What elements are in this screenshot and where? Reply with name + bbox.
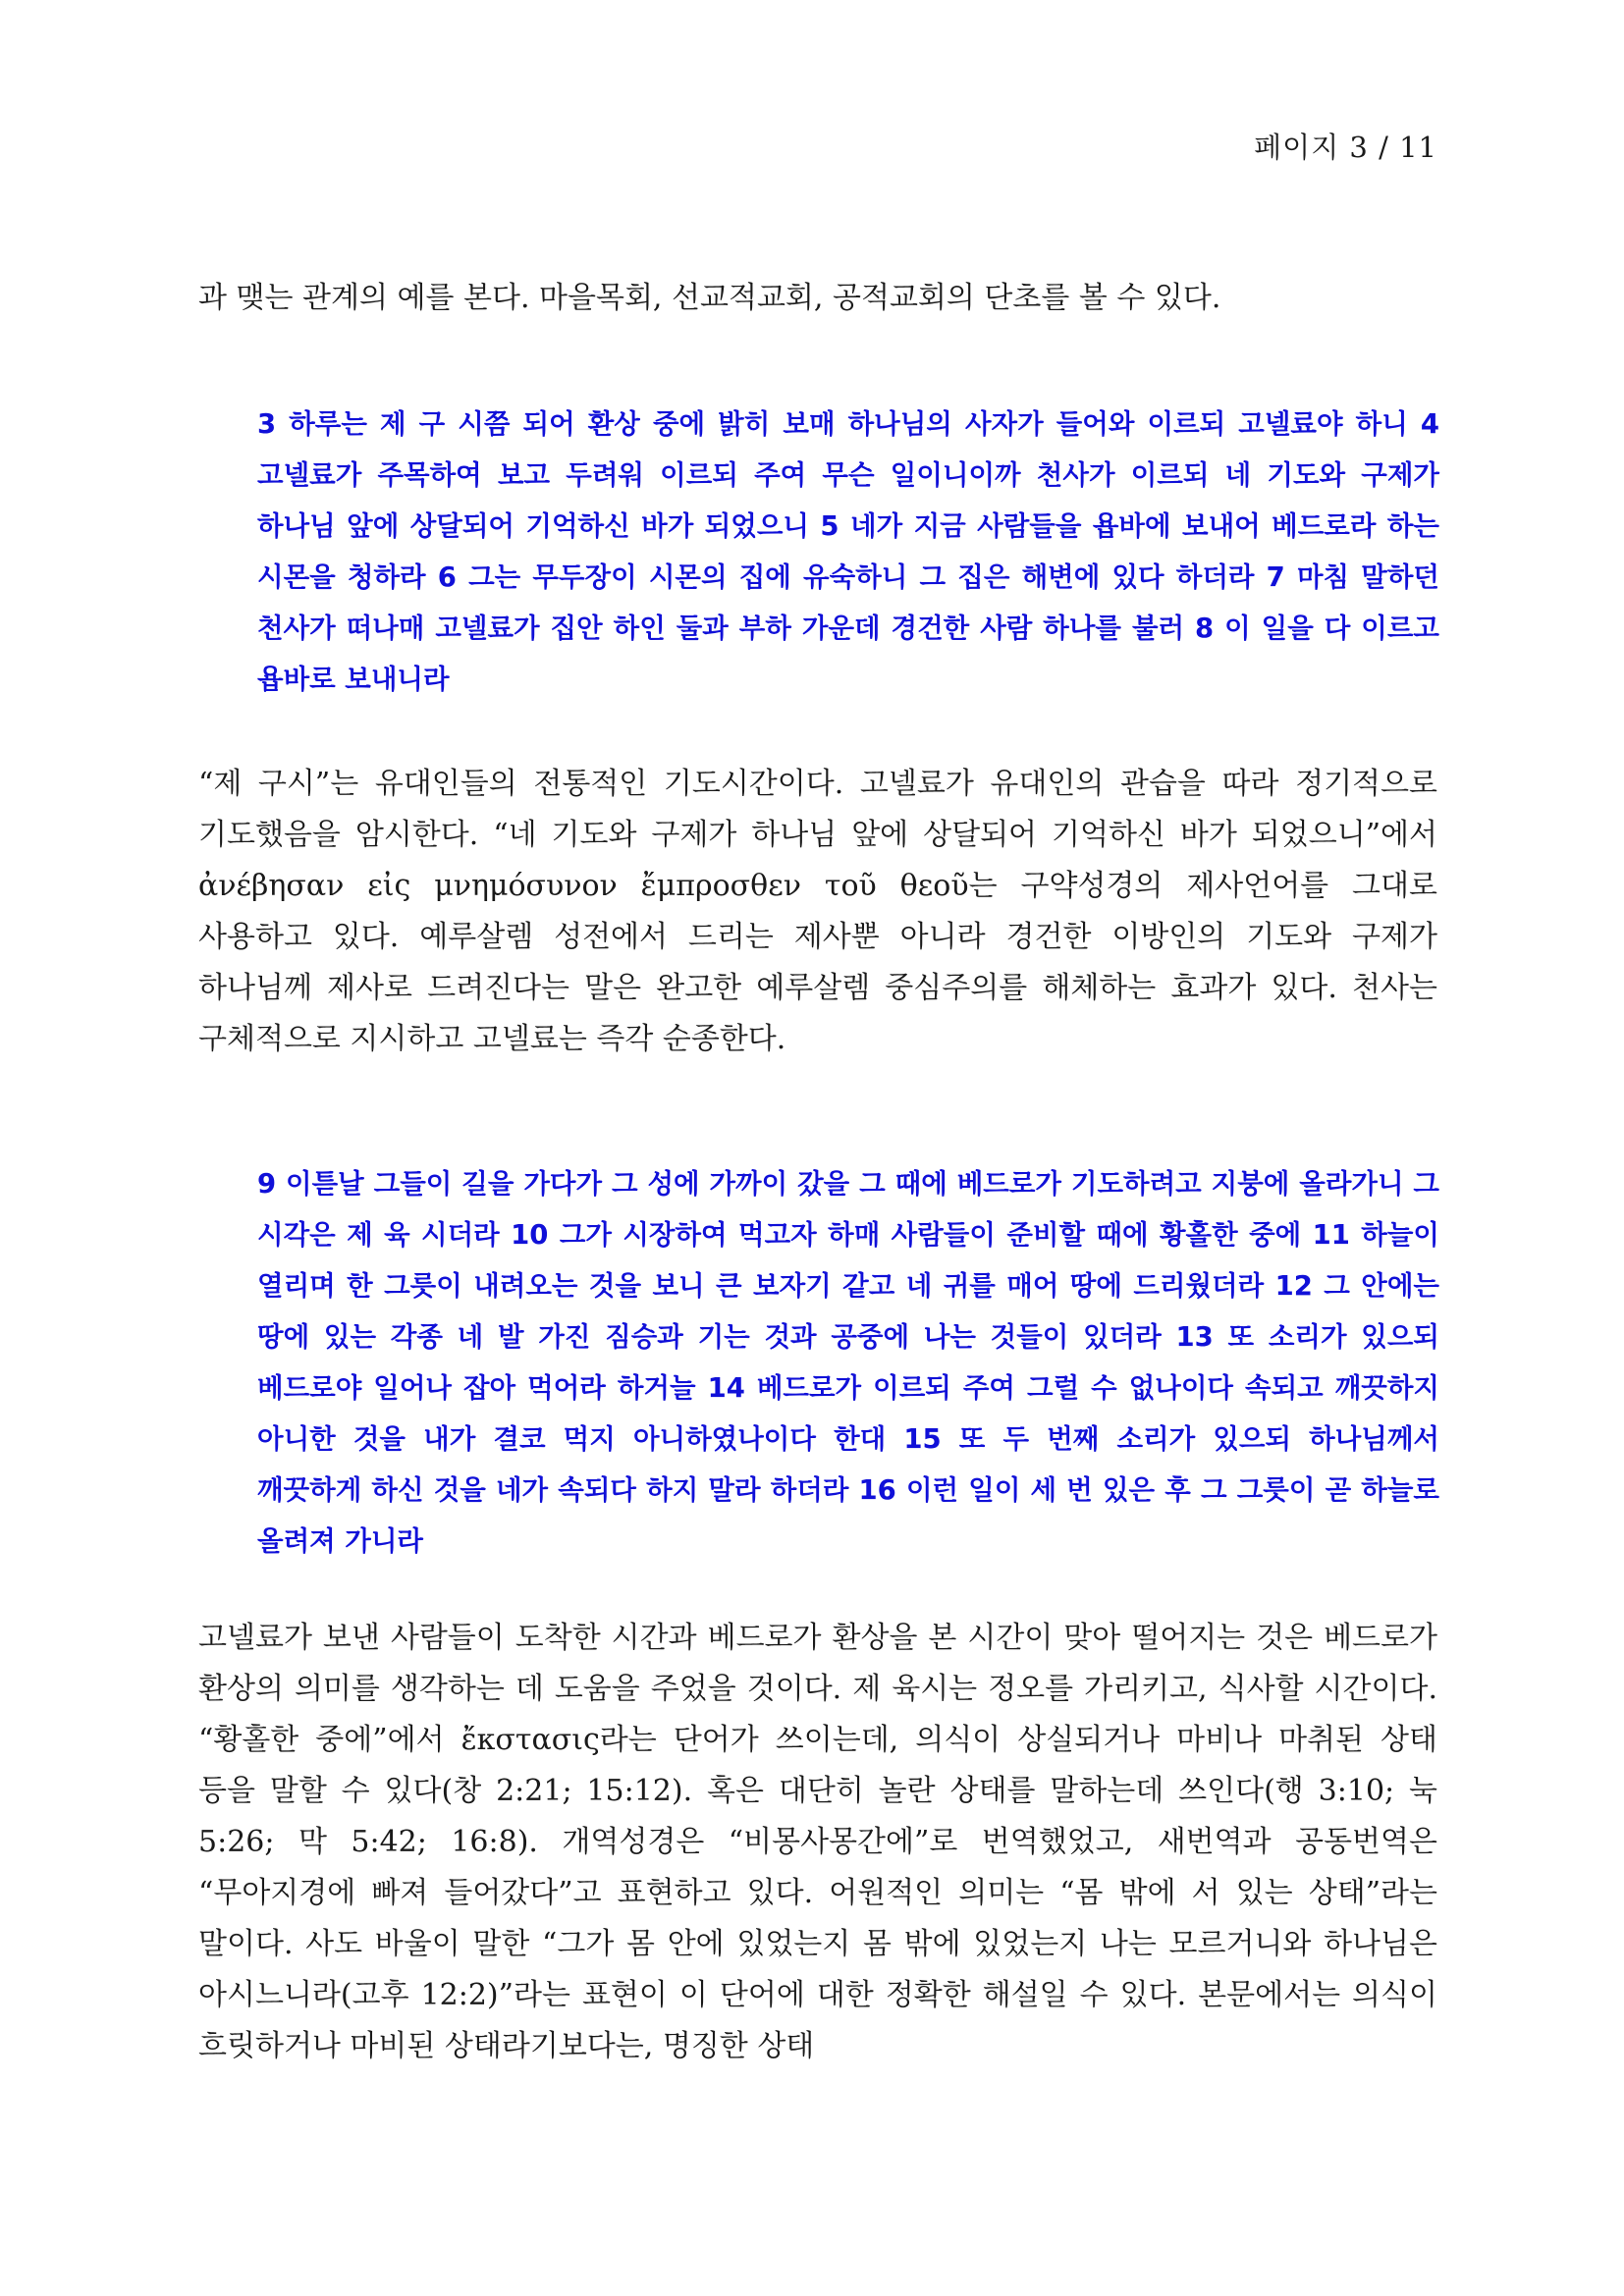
commentary-paragraph-3: 고넬료가 보낸 사람들이 도착한 시간과 베드로가 환상을 본 시간이 맞아 떨어지는 것은 베드로가 환상의 의미를 생각하는 데 도움을 주었을 것이다. 제 육시는 정오를 가리키고, 식사할 시간이다. “황홀한 중에”에서 ἔκστασις라는 단어가 쓰이는데, 의식이 상실되거나 마비나 마취된 상태 등을 말할 수 있다(창 2:21; 15:12). 혹은 대단히 놀란 상태를 말하는데 쓰인다(행 3:10; 눅 5:26; 막 5:42; 16:8). 개역성경은 “비몽사몽간에”로 번역했었고, 새번역과 공동번역은 “무아지경에 빠져 들어갔다”고 표현하고 있다. 어원적인 의미는 “몸 밖에 서 있는 상태”라는 말이다. 사도 바울이 말한 “그가 몸 안에 있었는지 몸 밖에 있었는지 나는 모르거니와 하나님은 아시느니라(고후 12:2)”라는 표현이 이 단어에 대한 정확한 해설일 수 있다. 본문에서는 의식이 흐릿하거나 마비된 상태라기보다는, 명징한 상태	[198, 1621, 1437, 2063]
page-number: 페이지 3 / 11	[1254, 131, 1437, 164]
commentary-paragraph-2: “제 구시”는 유대인들의 전통적인 기도시간이다. 고넬료가 유대인의 관습을 따라 정기적으로 기도했음을 암시한다. “네 기도와 구제가 하나님 앞에 상달되어 기억하신 바가 되었으니”에서 ἀνέβησαν εἰς μνημόσυνον ἔμπροσθεν τοῦ θεοῦ는 구약성경의 제사언어를 그대로 사용하고 있다. 예루살렘 성전에서 드리는 제사뿐 아니라 경건한 이방인의 기도와 구제가 하나님께 제사로 드려진다는 말은 완고한 예루살렘 중심주의를 해체하는 효과가 있다. 천사는 구체적으로 지시하고 고넬료는 즉각 순종한다.	[198, 767, 1437, 1056]
commentary-paragraph-1: 과 맺는 관계의 예를 본다. 마을목회, 선교적교회, 공적교회의 단초를 볼 수 있다.	[198, 281, 1221, 315]
scripture-passage-2: 9 이튿날 그들이 길을 가다가 그 성에 가까이 갔을 그 때에 베드로가 기도하려고 지붕에 올라가니 그 시각은 제 육 시더라 10 그가 시장하여 먹고자 하매 사람들이 준비할 때에 황홀한 중에 11 하늘이 열리며 한 그릇이 내려오는 것을 보니 큰 보자기 같고 네 귀를 매어 땅에 드리웠더라 12 그 안에는 땅에 있는 각종 네 발 가진 짐승과 기는 것과 공중에 나는 것들이 있더라 13 또 소리가 있으되 베드로야 일어나 잡아 먹어라 하거늘 14 베드로가 이르되 주여 그럴 수 없나이다 속되고 깨끗하지 아니한 것을 내가 결코 먹지 아니하였나이다 한대 15 또 두 번째 소리가 있으되 하나님께서 깨끗하게 하신 것을 네가 속되다 하지 말라 하더라 16 이런 일이 세 번 있은 후 그 그릇이 곧 하늘로 올려져 가니라	[257, 1168, 1439, 1557]
scripture-passage-1: 3 하루는 제 구 시쯤 되어 환상 중에 밝히 보매 하나님의 사자가 들어와 이르되 고넬료야 하니 4 고넬료가 주목하여 보고 두려워 이르되 주여 무슨 일이니이까 천사가 이르되 네 기도와 구제가 하나님 앞에 상달되어 기억하신 바가 되었으니 5 네가 지금 사람들을 욥바에 보내어 베드로라 하는 시몬을 청하라 6 그는 무두장이 시몬의 집에 유숙하니 그 집은 해변에 있다 하더라 7 마침 말하던 천사가 떠나매 고넬료가 집안 하인 둘과 부하 가운데 경건한 사람 하나를 불러 8 이 일을 다 이르고 욥바로 보내니라	[257, 408, 1439, 695]
